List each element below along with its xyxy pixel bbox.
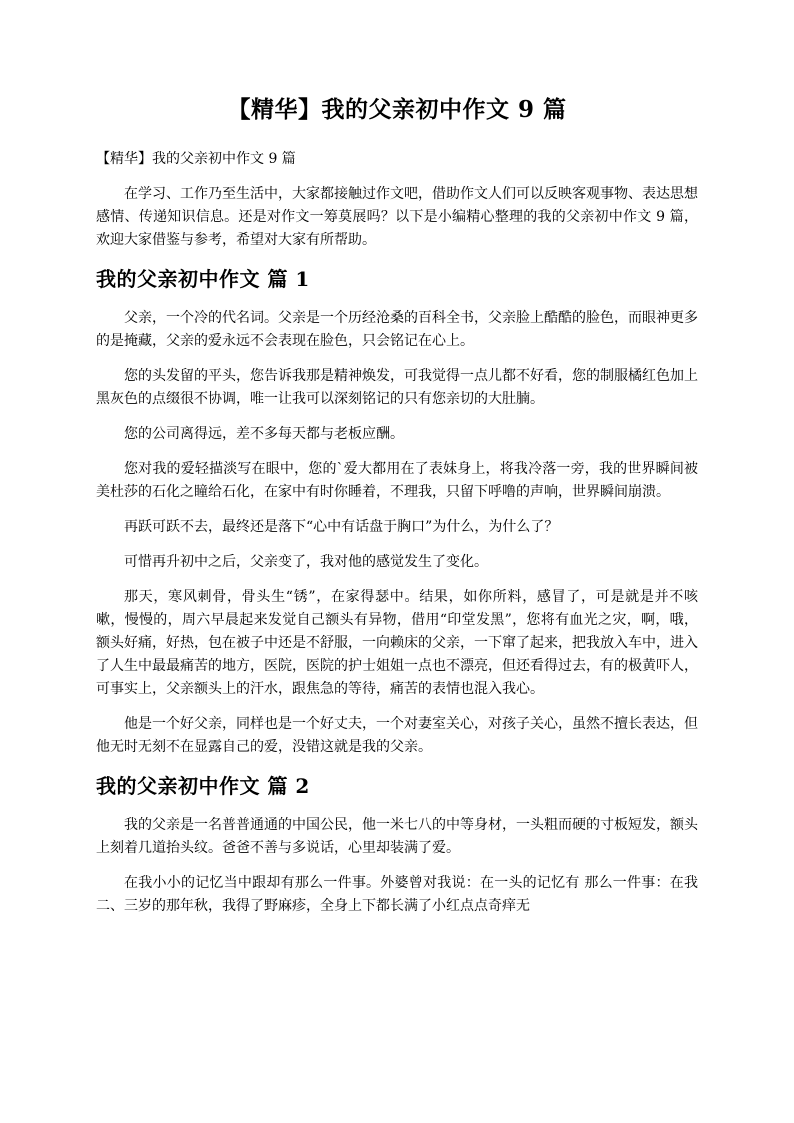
section-2-heading: 我的父亲初中作文 篇 2 [96,774,310,798]
section-2-paragraph-1: 我的父亲是一名普普通通的中国公民，他一米七八的中等身材，一头粗而硬的寸板短发，额头上刻着几道抬头纹。爸爸不善与多说话，心里却装满了爱。 [96,817,698,856]
section-1-paragraph-4: 您对我的爱轻描淡写在眼中，您的`爱大都用在了表妹身上，将我冷落一旁，我的世界瞬间被美杜莎的石化之瞳给石化，在家中有时你睡着，不理我，只留下呼噜的声响，世界瞬间崩溃。 [96,461,698,500]
section-2-paragraph-2: 在我小小的记忆当中跟却有那么一件事。外婆曾对我说：在一头的记忆有 那么一件事：在我二、三岁的那年秋，我得了野麻疹，全身上下都长满了小红点点奇痒无 [96,875,698,914]
section-1-paragraph-8: 他是一个好父亲，同样也是一个好丈夫，一个对妻室关心，对孩子关心，虽然不擅长表达，但他无时无刻不在显露自己的爱，没错这就是我的父亲。 [96,716,698,755]
intro-paragraph: 在学习、工作乃至生活中，大家都接触过作文吧，借助作文人们可以反映客观事物、表达思想感情、传递知识信息。还是对作文一筹莫展吗？以下是小编精心整理的我的父亲初中作文 9 篇，欢迎大家借鉴与参考，希望对大家有所帮助。 [96,186,698,248]
document-subtitle: 【精华】我的父亲初中作文 9 篇 [96,151,296,167]
section-1-paragraph-1: 父亲，一个冷的代名词。父亲是一个历经沧桑的百科全书，父亲脸上酷酷的脸色，而眼神更多的是掩藏，父亲的爱永远不会表现在脸色，只会铭记在心上。 [96,310,698,349]
section-1-paragraph-3: 您的公司离得远，差不多每天都与老板应酬。 [124,426,404,442]
section-1-paragraph-6: 可惜再升初中之后，父亲变了，我对他的感觉发生了变化。 [124,554,488,570]
section-1-paragraph-5: 再跃可跃不去，最终还是落下“心中有话盘于胸口”为什么，为什么了？ [124,519,559,535]
section-1-paragraph-7: 那天，寒风刺骨，骨头生“锈”，在家得瑟中。结果，如你所料，感冒了，可是就是并不咳嗽，慢慢的，周六早晨起来发觉自己额头有异物，借用“印堂发黑”，您将有血光之灾，啊，哦，额头好痛，好热，包在被子中还是不舒服，一向赖床的父亲，一下窜了起来，把我放入车中，进入了人生中最最痛苦的地方，医院，医院的护士姐姐一点也不漂亮，但还看得过去，有的极黄吓人，可事实上，父亲额头上的汗水，跟焦急的等待，痛苦的表情也混入我心。 [96,589,698,697]
section-1-heading: 我的父亲初中作文 篇 1 [96,267,310,291]
document-page [96,94,698,930]
document-title: 【精华】我的父亲初中作文 9 篇 [227,96,567,123]
section-1-paragraph-2: 您的头发留的平头，您告诉我那是精神焕发，可我觉得一点儿都不好看，您的制服橘红色加上黑灰色的点缀很不协调，唯一让我可以深刻铭记的只有您亲切的大肚腩。 [96,368,698,407]
